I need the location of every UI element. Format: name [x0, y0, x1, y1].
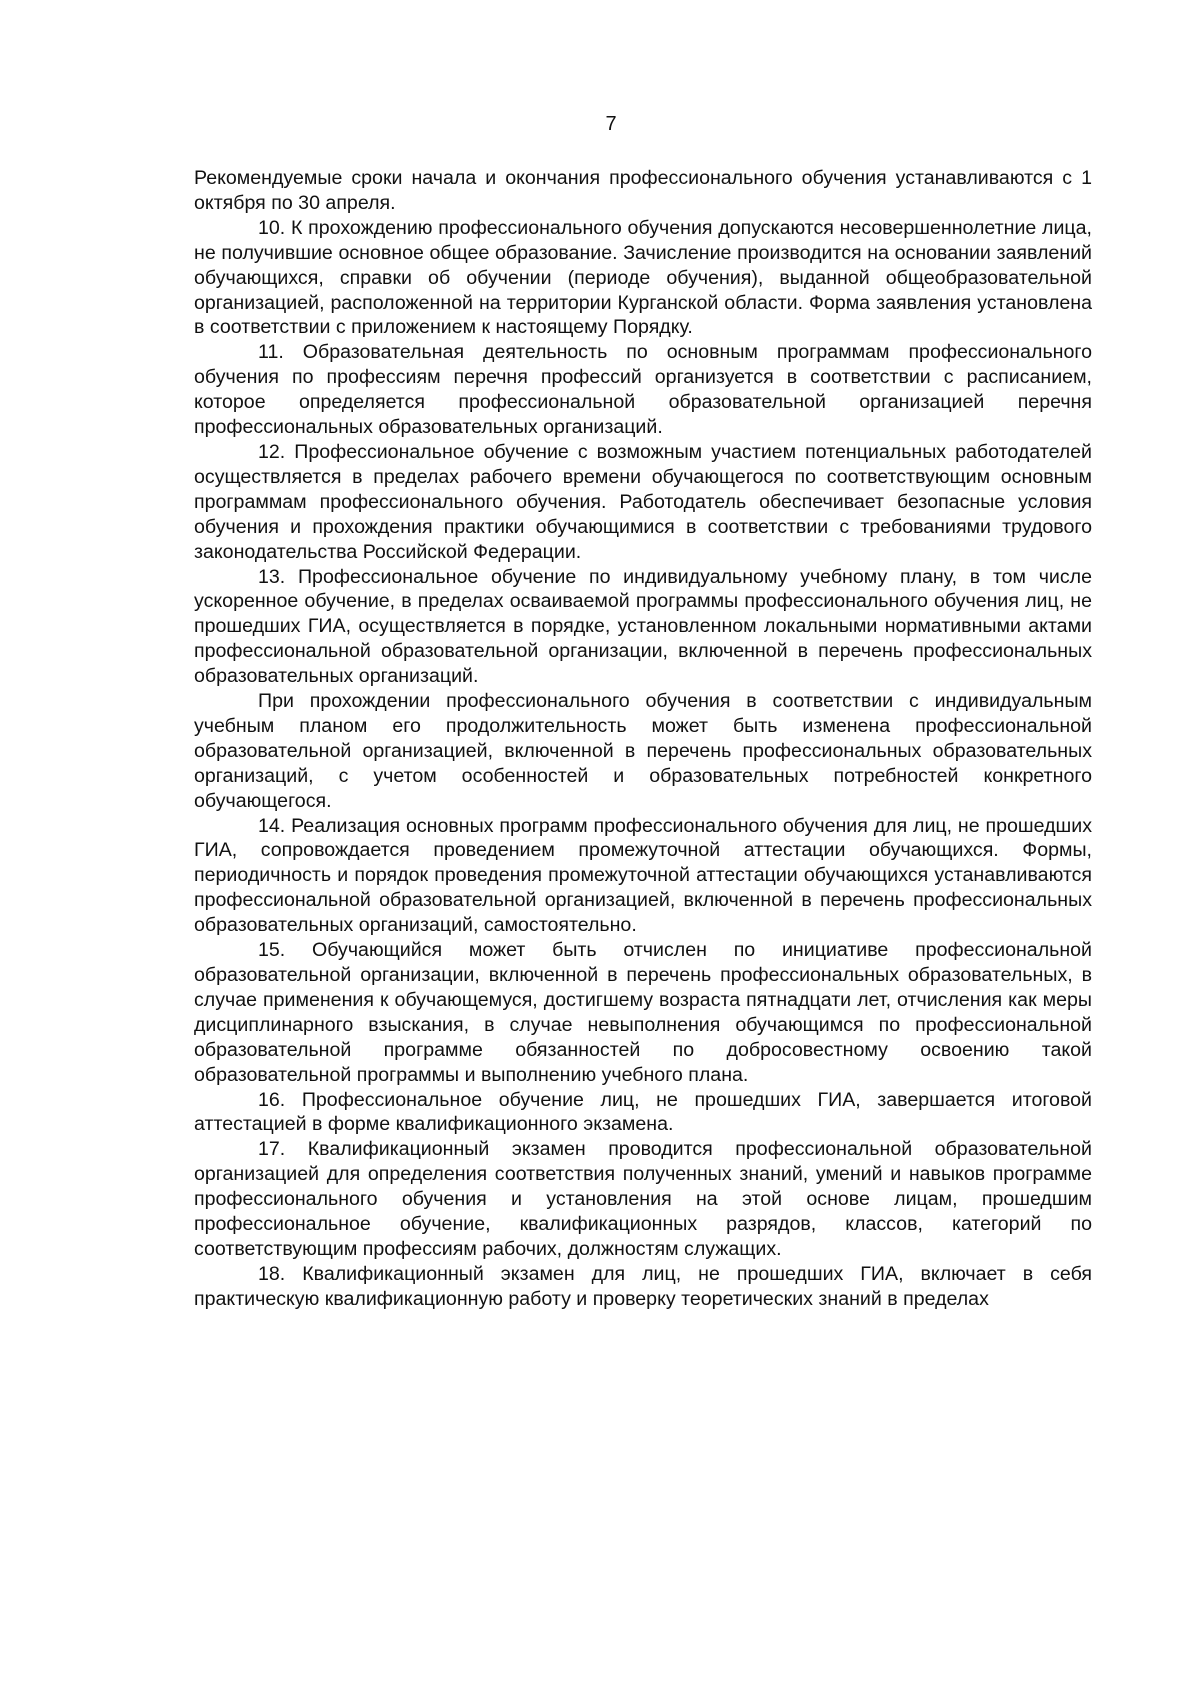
paragraph-17-qualification-exam: 17. Квалификационный экзамен проводится профессиональной образовательной организацией для определения соответствия полученных знаний, умений и навыков программе профессионального обучения и установления на этой основе лицам, прошедшим профессиональное обучение, квалификационных разрядов, классов, категорий по соответствующим профессиям рабочих, должностям служащих. — [194, 1138, 1092, 1260]
document-body — [194, 166, 1092, 1312]
paragraph-18-exam-content: 18. Квалификационный экзамен для лиц, не прошедших ГИА, включает в себя практическую квалификационную работу и проверку теоретических знаний в пределах — [194, 1262, 1092, 1310]
paragraph-15-expulsion: 15. Обучающийся может быть отчислен по инициативе профессиональной образовательной организации, включенной в перечень профессиональных образовательных, в случае применения к обучающемуся, достигшему возраста пятнадцати лет, отчисления как меры дисциплинарного взыскания, в случае невыполнения обучающимся по профессиональной образовательной программе обязанностей по добросовестному освоению такой образовательной программы и выполнению учебного плана. — [194, 939, 1092, 1086]
page-number: 7 — [605, 113, 617, 135]
paragraph-10-admission: 10. К прохождению профессионального обучения допускаются несовершеннолетние лица, не получившие основное общее образование. Зачисление производится на основании заявлений обучающихся, справки об обучении (периоде обучения), выданной общеобразовательной организацией, расположенной на территории Курганской области. Форма заявления установлена в соответствии с приложением к настоящему Порядку. — [194, 216, 1092, 339]
paragraph-13-duration: При прохождении профессионального обучения в соответствии с индивидуальным учебным планом его продолжительность может быть изменена профессиональной образовательной организацией, включенной в перечень профессиональных образовательных организаций, с учетом особенностей и образовательных потребностей конкретного обучающегося. — [194, 690, 1092, 812]
paragraph-11-educational-activity: 11. Образовательная деятельность по основным программам профессионального обучения по профессиям перечня профессий организуется в соответствии с расписанием, которое определяется профессиональной образовательной организацией перечня профессиональных образовательных организаций. — [194, 341, 1092, 439]
paragraph-training-terms: Рекомендуемые сроки начала и окончания профессионального обучения устанавливаются с 1 октября по 30 апреля. — [194, 167, 1092, 214]
paragraph-13-individual-plan: 13. Профессиональное обучение по индивидуальному учебному плану, в том числе ускоренное обучение, в пределах осваиваемой программы профессионального обучения лиц, не прошедших ГИА, осуществляется в порядке, установленном локальными нормативными актами профессиональной образовательной организации, включенной в перечень профессиональных образовательных организаций. — [194, 565, 1092, 688]
paragraph-16-final-attestation: 16. Профессиональное обучение лиц, не прошедших ГИА, завершается итоговой аттестацией в форме квалификационного экзамена. — [194, 1088, 1092, 1136]
paragraph-14-intermediate-attestation: 14. Реализация основных программ профессионального обучения для лиц, не прошедших ГИА, сопровождается проведением промежуточной аттестации обучающихся. Формы, периодичность и порядок проведения промежуточной аттестации обучающихся устанавливаются профессиональной образовательной организацией, включенной в перечень профессиональных образовательных организаций, самостоятельно. — [194, 814, 1092, 937]
paragraph-12-employers: 12. Профессиональное обучение с возможным участием потенциальных работодателей осуществляется в пределах рабочего времени обучающегося по соответствующим основным программам профессионального обучения. Работодатель обеспечивает безопасные условия обучения и прохождения практики обучающимися в соответствии с требованиями трудового законодательства Российской Федерации. — [194, 440, 1092, 563]
